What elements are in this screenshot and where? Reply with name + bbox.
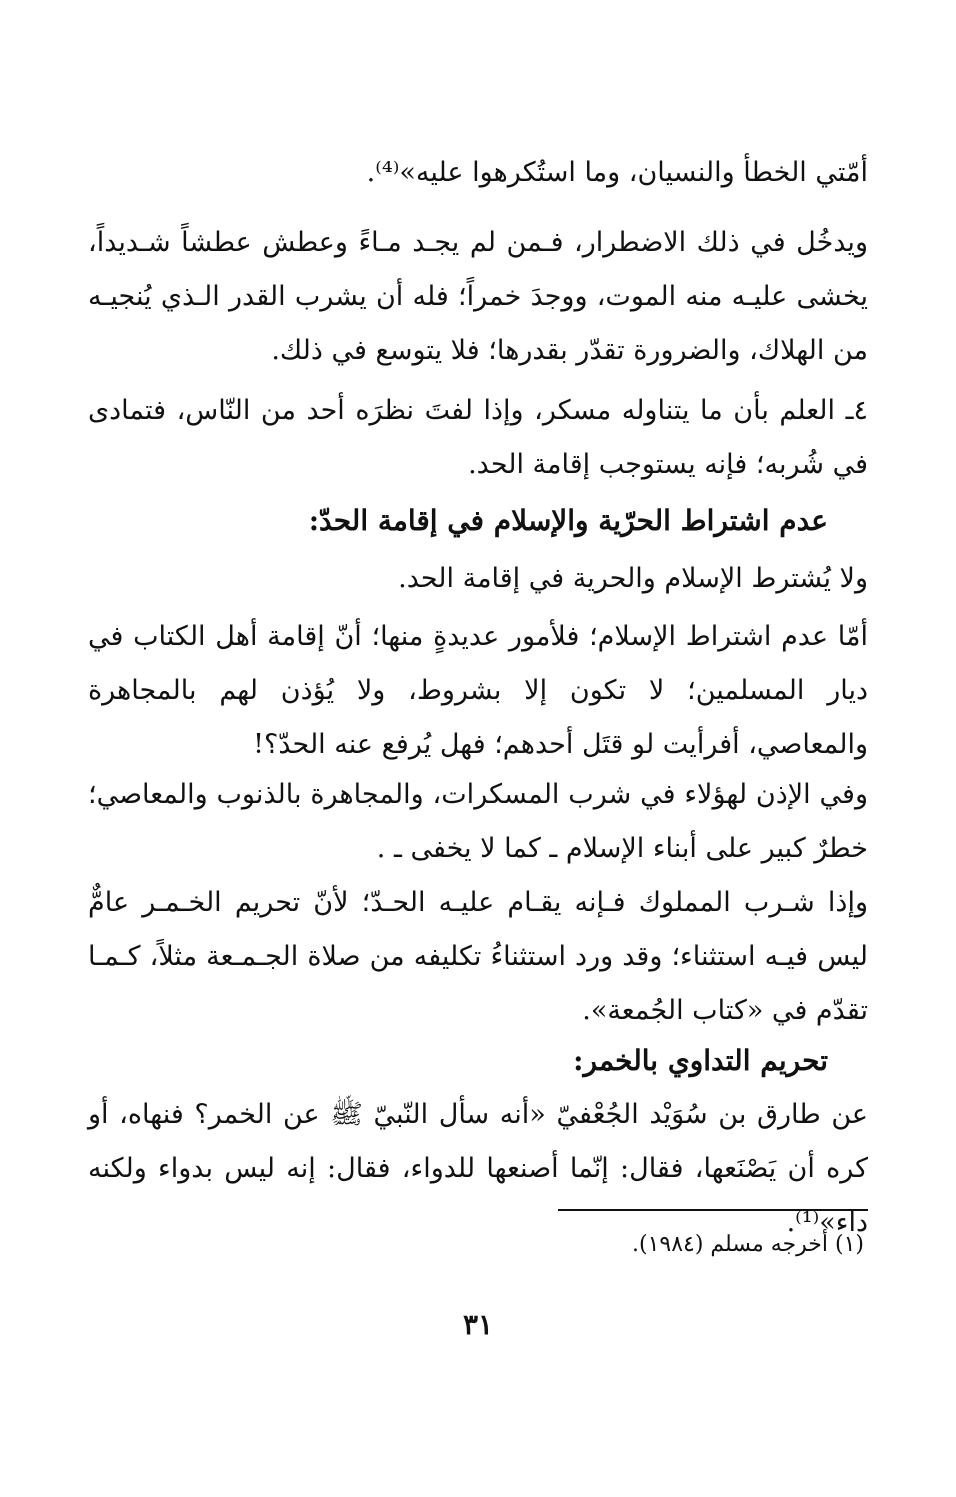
footnote-divider xyxy=(558,1209,868,1211)
paragraph-permission-danger: وفي الإذن لهؤلاء في شرب المسكرات، والمجاهرة بالذنوب والمعاصي؛ خطرٌ كبير على أبناء الإسلام ـ كما لا يخفى ـ . xyxy=(88,779,868,864)
section-heading-freedom-islam: عدم اشتراط الحرّية والإسلام في إقامة الحدّ: xyxy=(308,504,828,537)
paragraph-hadith-end: أمّتي الخطأ والنسيان، وما استُكرهوا عليه»⁽⁴⁾. xyxy=(366,157,868,188)
section-heading-medicine: تحريم التداوي بالخمر: xyxy=(573,1044,828,1077)
paragraph-condition-four: ٤ـ العلم بأن ما يتناوله مسكر، وإذا لفتَ نظرَه أحد من النّاس، فتمادى في شُربه؛ فإنه يستوجب إقامة الحد. xyxy=(88,395,868,480)
paragraph-necessity: ويدخُل في ذلك الاضطرار، فـمن لم يجـد مـاءً وعطش عطشاً شـديداً، يخشى عليـه منه الموت، ووجدَ خمراً؛ فله أن يشرب القدر الـذي يُنجيـه من الهلاك، والضرورة تقدّر بقدرها؛ فلا يتوسع في ذلك. xyxy=(88,227,868,366)
page-number: ٣١ xyxy=(462,1308,494,1341)
paragraph-not-required: ولا يُشترط الإسلام والحرية في إقامة الحد. xyxy=(398,563,868,594)
paragraph-people-of-book: أمّا عدم اشتراط الإسلام؛ فلأمور عديدةٍ منها؛ أنّ إقامة أهل الكتاب في ديار المسلمين؛ لا تكون إلا بشروط، ولا يُؤذن لهم بالمجاهرة والمعاصي، أفرأيت لو قتَل أحدهم؛ فهل يُرفع عنه الحدّ؟! xyxy=(88,621,868,760)
paragraph-tariq-hadith: عن طارق بن سُوَيْد الجُعْفيّ «أنه سأل النّبيّ ﷺ عن الخمر؟ فنهاه، أو كره أن يَصْنَعها، فقال: إنّما أصنعها للدواء، فقال: إنه ليس بدواء ولكنه داء»⁽¹⁾. xyxy=(88,1099,868,1238)
footnote: (١) أخرجه مسلم (١٩٨٤). xyxy=(632,1232,864,1257)
paragraph-slave-drinking: وإذا شـرب المملوك فـإنه يقـام عليـه الحـدّ؛ لأنّ تحريم الخـمـر عامٌّ ليس فيـه استثناء؛ وقد ورد استثناءُ تكليفه من صلاة الجـمـعة مثلاً، كـمـا تقدّم في «كتاب الجُمعة». xyxy=(88,887,868,1026)
